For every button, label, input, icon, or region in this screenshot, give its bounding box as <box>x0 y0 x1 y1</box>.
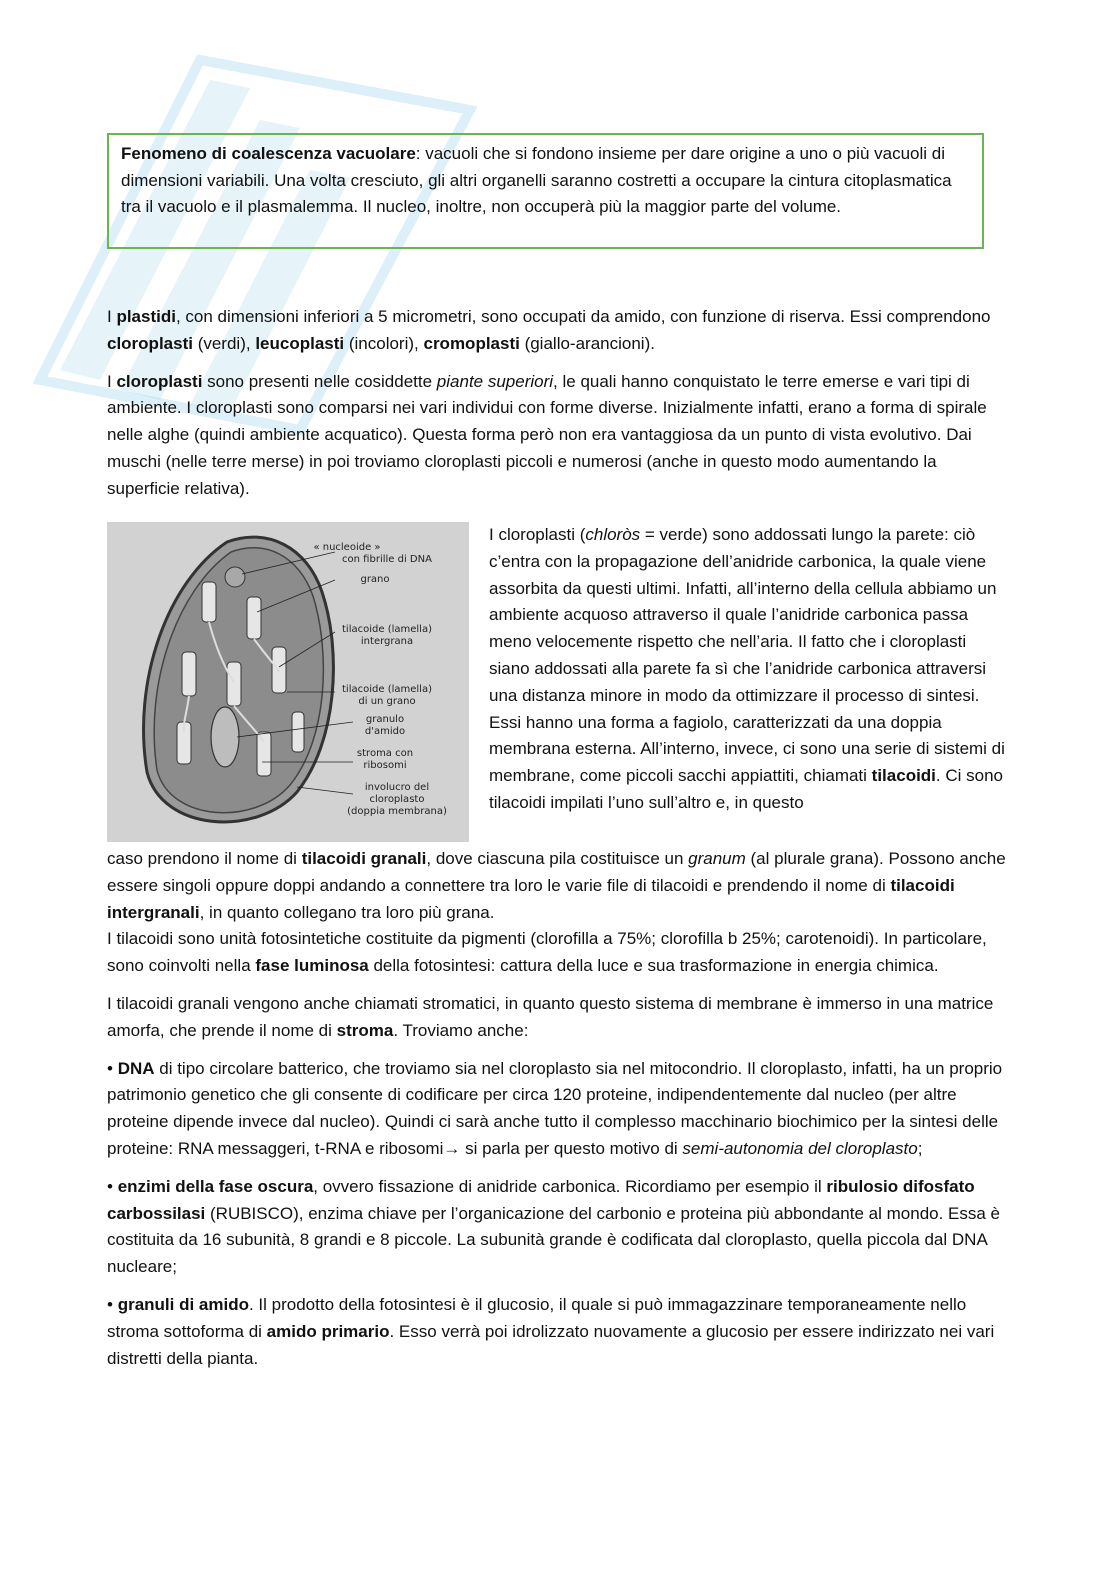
text-run: (giallo-arancioni). <box>519 333 655 353</box>
text-run: tilacoidi granali <box>301 849 427 868</box>
arrow-icon: → <box>443 1138 461 1158</box>
text-run: amido primario <box>266 1321 390 1341</box>
text-run: cloroplasti <box>116 371 203 391</box>
text-run: . Esso verrà poi idrolizzato nuovamente a glucosio per essere indirizzato nei vari distretti della pianta. <box>107 1321 995 1368</box>
intro-section <box>107 304 1007 514</box>
bullet-enzimi <box>107 1174 1007 1281</box>
text-run: , con dimensioni inferiori a 5 micrometri, sono occupati da amido, con funzione di riserva. Essi comprendono <box>175 307 991 326</box>
text-run: • <box>107 1176 118 1196</box>
note-text: : vacuoli che si fondono insieme per dare origine a uno o più vacuoli di dimensioni variabili. Una volta cresciuto, gli altri organelli saranno costretti a occupare la cintura citoplasmatica tra il vacuolo e il plasmalemma. Il nucleo, inoltre, non occuperà più la maggior parte del volume. <box>121 144 952 216</box>
figure-label: granulo <box>365 714 405 725</box>
paragraph-forma-fagiolo <box>489 710 1009 817</box>
paragraph-stroma <box>107 991 1007 1045</box>
figure-label: (doppia membrana) <box>347 806 447 817</box>
bullet-dna <box>107 1056 1007 1163</box>
text-run: • <box>107 1058 118 1078</box>
text-run: semi-autonomia del cloroplasto <box>682 1138 918 1158</box>
figure-label: ribosomi <box>363 760 407 771</box>
text-run: , le quali hanno conquistato le terre emerse e vari tipi di ambiente. I cloroplasti sono comparsi nei vari individui con forme diverse. Inizialmente infatti, erano a forma di spirale nelle alghe (quindi ambiente acquatico). Questa forma però non era vantaggiosa da un punto di vista evolutivo. Dai muschi (nelle terre merse) in poi troviamo cloroplasti piccoli e numerosi (anche in questo modo aumentando la superficie relativa). <box>107 371 987 498</box>
text-run: = verde) sono addossati lungo la parete: ciò c’entra con la propagazione dell’anidride carbonica, la quale viene assorbita da questi ultimi. Infatti, all’interno della cellula abbiamo un ambiente acquoso attraverso il quale l’anidride carbonica passa meno velocemente rispetto che nell’aria. Il fatto che i cloroplasti siano addossati alla parete fa sì che l’anidride carbonica attraversi una distanza minore in modo da ottimizzare il processo di sintesi. <box>489 525 997 705</box>
note-paragraph <box>121 141 970 221</box>
chloroplast-illustration <box>107 522 469 842</box>
text-run: della fotosintesi: cattura della luce e sua trasformazione in energia chimica. <box>368 956 939 976</box>
text-run: . Ci sono tilacoidi impilati l’uno sull’altro e, in questo <box>489 766 1003 812</box>
text-run: . Troviamo anche: <box>393 1020 529 1040</box>
text-run: DNA <box>117 1058 155 1078</box>
text-run: stroma <box>336 1020 394 1040</box>
paragraph-cloroplasti <box>107 369 1007 503</box>
text-run: (verdi), <box>192 333 256 353</box>
text-run: sono presenti nelle cosiddette <box>202 371 437 391</box>
text-run: I tilacoidi sono unità fotosintetiche costituite da pigmenti (clorofilla a 75%; clorofilla b 25%; carotenoidi). In particolare, sono coinvolti nella <box>107 929 987 976</box>
bullet-amido <box>107 1292 1007 1372</box>
text-run: (al plurale grana). Possono anche essere singoli oppure doppi andando a connettere tra loro le varie file di tilacoidi e prendendo il nome di <box>107 849 1006 895</box>
text-run: cromoplasti <box>423 333 520 353</box>
text-run: tilacoidi <box>871 766 936 786</box>
text-run: , ovvero fissazione di anidride carbonica. Ricordiamo per esempio il <box>313 1176 827 1196</box>
text-run: leucoplasti <box>255 333 345 353</box>
text-run: chloròs <box>585 525 641 544</box>
text-run: enzimi della fase oscura <box>117 1176 314 1196</box>
text-run: fase luminosa <box>255 956 369 976</box>
text-run: ribulosio difosfato carbossilasi <box>107 1176 975 1223</box>
text-run: , in quanto collegano tra loro più grana. <box>199 902 495 922</box>
figure-label: di un grano <box>358 696 416 707</box>
note-term: Fenomeno di coalescenza vacuolare <box>121 144 416 163</box>
text-run: I cloroplasti ( <box>489 525 586 544</box>
chloroplast-diagram <box>107 522 469 842</box>
paragraph-plastidi <box>107 304 1007 358</box>
figure-label: « nucleoide » <box>313 542 381 553</box>
text-run: granuli di amido <box>117 1294 249 1314</box>
figure-label: d'amido <box>364 726 406 737</box>
text-run: I <box>107 371 117 391</box>
figure-label: tilacoide (lamella) <box>342 624 432 635</box>
nucleoid <box>225 567 245 587</box>
paragraph-pigmenti <box>107 926 1007 980</box>
text-run: Essi hanno una forma a fagiolo, caratterizzati da una doppia membrana esterna. All’interno, invece, ci sono una serie di sistemi di membrane, come piccoli sacchi appiattiti, chiamati <box>489 712 1005 786</box>
text-run: I <box>107 307 117 326</box>
text-run: (RUBISCO), enzima chiave per l’organicazione del carbonio e proteina più abbondante al mondo. Essa è costituita da 16 subunità, 8 grandi e 8 piccole. La subunità grande è codificata dal cloroplasto, quella piccola dal DNA nucleare; <box>107 1203 1001 1277</box>
text-run: si parla per questo motivo di <box>460 1138 683 1158</box>
figure-label: cloroplasto <box>369 794 425 805</box>
figure-label: involucro del <box>364 782 430 793</box>
note-box <box>107 133 984 249</box>
text-run: cloroplasti <box>107 333 193 353</box>
text-run: . Il prodotto della fotosintesi è il glucosio, il quale si può immagazzinare temporaneamente nello stroma sottoforma di <box>107 1294 967 1341</box>
text-run: caso prendono il nome di <box>107 849 302 868</box>
paragraph-chloros <box>489 522 1009 710</box>
figure-label: con fibrille di DNA <box>342 554 432 565</box>
figure-label: stroma con <box>356 748 414 759</box>
figure-label: tilacoide (lamella) <box>342 684 432 695</box>
text-run: , dove ciascuna pila costituisce un <box>426 849 689 868</box>
text-run: (incolori), <box>344 333 424 353</box>
starch-granule <box>211 707 239 767</box>
text-run: di tipo circolare batterico, che troviamo sia nel cloroplasto sia nel mitocondrio. Il cloroplasto, infatti, ha un proprio patrimonio genetico che gli consente di codificare per circa 120 proteine, indipendentemente dal nucleo (per altre proteine dipende invece dal nucleo). Quindi ci sarà anche tutto il complesso macchinario biochimico per la sintesi delle proteine: RNA messaggeri, t-RNA e ribosomi <box>107 1058 1003 1158</box>
figure-label: intergrana <box>360 636 414 647</box>
text-run: I tilacoidi granali vengono anche chiamati stromatici, in quanto questo sistema di membrane è immerso in una matrice amorfa, che prende il nome di <box>107 993 994 1040</box>
text-run: ; <box>917 1138 923 1158</box>
text-run: plastidi <box>116 307 176 326</box>
text-run: tilacoidi intergranali <box>107 875 955 922</box>
paragraph-tilacoidi <box>107 846 1007 926</box>
side-text-column <box>489 522 1009 817</box>
text-run: granum <box>688 849 746 868</box>
figure-label: grano <box>360 574 390 585</box>
body-section <box>107 846 1007 1383</box>
text-run: piante superiori <box>436 371 554 391</box>
text-run: • <box>107 1294 118 1314</box>
